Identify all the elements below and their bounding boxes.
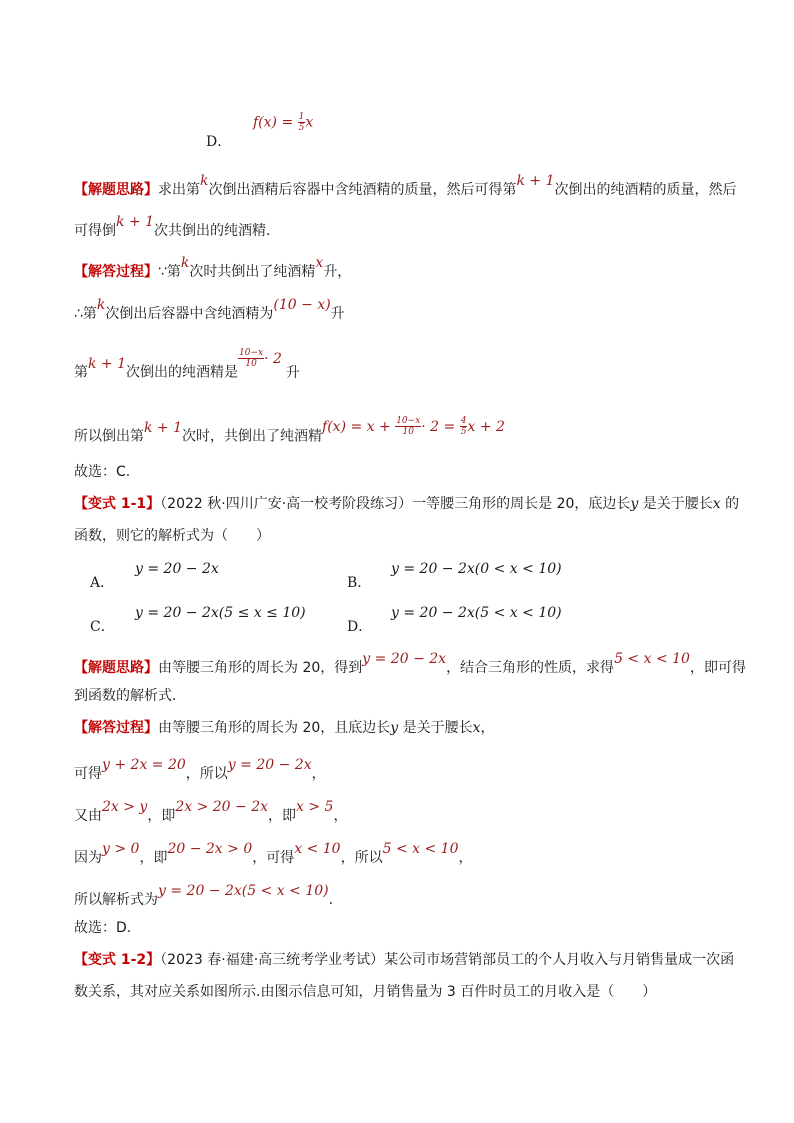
- solution2-thought-line1: [74, 651, 746, 678]
- math-k-plus-1: k + 1: [116, 214, 155, 230]
- option-formula: y = 20 − 2x(5 ≤ x ≤ 10): [135, 605, 306, 621]
- formula-part: · 2 =: [421, 418, 460, 435]
- text: ，: [458, 850, 473, 866]
- option-formula: y = 20 − 2x(0 < x < 10): [391, 561, 562, 577]
- frac-num: 1: [298, 112, 305, 122]
- text: ，即: [139, 850, 168, 866]
- math-expr: y = 20 − 2x(5 < x < 10): [158, 883, 329, 899]
- process-label: 【解答过程】: [74, 720, 158, 736]
- text: ，即可得: [689, 660, 746, 676]
- math-expr: 5 < x < 10: [382, 841, 459, 857]
- text: 是关于腰长: [398, 720, 473, 736]
- frac-num: 4: [460, 416, 467, 426]
- thought-label: 【解题思路】: [74, 660, 158, 676]
- variant2-question-line2: 数关系，其对应关系如图所示.由图示信息可知，月销售量为 3 百件时员工的月收入是（ ）: [74, 984, 657, 1000]
- text: （2022 秋·四川广安·高一校考阶段练习）一等腰三角形的周长是 20，底边长: [160, 496, 631, 512]
- solution1-process-line2: [74, 297, 345, 324]
- frac-den: 5: [460, 427, 467, 437]
- variant1-question-line2: 函数，则它的解析式为（ ）: [74, 528, 270, 544]
- text: 次倒出的纯酒精是: [126, 364, 239, 381]
- solution2-answer: 故选：D.: [74, 920, 132, 936]
- text: .: [328, 892, 334, 908]
- option-letter: D．: [347, 619, 373, 635]
- math-expr: 20 − 2x > 0: [167, 841, 253, 857]
- formula-part: f(x) =: [253, 114, 298, 131]
- solution1-process-line4: [74, 416, 505, 447]
- frac-den: 10: [245, 359, 257, 369]
- text: 第: [74, 364, 88, 381]
- text: 是关于腰长: [638, 496, 713, 512]
- text: ，: [480, 720, 495, 736]
- math-k-plus-1: k + 1: [88, 355, 127, 372]
- math-expr: y = 20 − 2x: [362, 651, 447, 667]
- math-y: y: [390, 720, 399, 736]
- math-times: · 2: [264, 350, 282, 367]
- math-expr: y = 20 − 2x: [227, 757, 312, 773]
- option-d-letter: D．: [206, 134, 232, 150]
- math-expr: x > 5: [296, 799, 334, 815]
- text: 由等腰三角形的周长为 20，得到: [158, 660, 363, 676]
- math-k: k: [200, 173, 209, 189]
- solution2-process-line3: [74, 799, 348, 826]
- text: ∵第: [158, 264, 181, 280]
- text: 的: [720, 496, 740, 512]
- variant1-question-line1: [74, 494, 739, 514]
- solution1-answer: 故选：C.: [74, 464, 131, 480]
- math-k: k: [180, 255, 190, 271]
- math-expr: y + 2x = 20: [102, 757, 186, 773]
- solution2-process-line5: [74, 883, 334, 910]
- option-formula: y = 20 − 2x: [135, 561, 219, 577]
- text: 求出第: [158, 182, 200, 198]
- text: 所以倒出第: [74, 428, 144, 445]
- option-formula: y = 20 − 2x(5 < x < 10): [391, 605, 562, 621]
- formula-part: x + 2: [467, 418, 505, 435]
- math-expr: 2x > 20 − 2x: [175, 799, 269, 815]
- math-step4: [322, 416, 505, 437]
- frac-den: 5: [298, 123, 305, 133]
- text: （2023 春·福建·高三统考学业考试）某公司市场营销部员工的个人月收入与月销售量成一次函: [160, 952, 735, 968]
- option-d-formula: [253, 112, 313, 133]
- process-label: 【解答过程】: [74, 264, 158, 280]
- frac-den: 10: [402, 427, 414, 437]
- solution1-process-line1: [74, 255, 352, 282]
- variant-label: 【变式 1-2】: [74, 952, 161, 968]
- text: 次时，共倒出了纯酒精: [182, 428, 323, 445]
- text: 次倒出后容器中含纯酒精为: [105, 306, 274, 322]
- text: ，即: [147, 808, 176, 824]
- frac-num: 10−x: [396, 416, 421, 426]
- solution1-thought-line2: [74, 214, 281, 241]
- text: ，所以: [185, 766, 228, 782]
- text: 可得: [74, 766, 102, 782]
- text: 又由: [74, 808, 102, 824]
- option-letter: B．: [347, 575, 372, 591]
- solution2-process-line2: [74, 757, 326, 784]
- math-expr: y > 0: [102, 841, 140, 857]
- math-x: x: [315, 255, 324, 271]
- math-x: x: [472, 720, 481, 736]
- option-letter: A．: [90, 575, 115, 591]
- text: ∴第: [74, 306, 97, 322]
- solution1-process-line3: [74, 348, 300, 383]
- math-expr: x < 10: [294, 841, 341, 857]
- math-expr: 2x > y: [102, 799, 148, 815]
- solution1-thought-line1: [74, 173, 737, 200]
- solution2-process-line1: [74, 718, 495, 738]
- math-k-plus-1: k + 1: [516, 173, 555, 189]
- math-range: 5 < x < 10: [614, 651, 690, 667]
- text: ，所以: [340, 850, 383, 866]
- text: 所以解析式为: [74, 892, 158, 908]
- text: ，结合三角形的性质，求得: [446, 660, 615, 676]
- variant-label: 【变式 1-1】: [74, 496, 161, 512]
- math-k: k: [96, 297, 106, 313]
- solution2-thought-line2: 到函数的解析式．: [74, 688, 186, 704]
- text: 次倒出的纯酒精的质量，然后: [554, 182, 737, 198]
- formula-part: f(x) = x +: [322, 418, 396, 435]
- variant2-question-line1: [74, 950, 734, 970]
- text: 次倒出酒精后容器中含纯酒精的质量，然后可得第: [208, 182, 517, 198]
- text: 次时共倒出了纯酒精: [189, 264, 316, 280]
- math-x: x: [712, 496, 721, 512]
- frac-num: 10−x: [239, 348, 264, 358]
- text: 因为: [74, 850, 102, 866]
- text: 升，: [323, 264, 352, 280]
- text: 次共倒出的纯酒精．: [154, 223, 281, 239]
- formula-part: x: [305, 114, 314, 131]
- text: ，: [333, 808, 348, 824]
- math-expr: (10 − x): [273, 297, 331, 313]
- text: ，可得: [252, 850, 295, 866]
- text: 由等腰三角形的周长为 20，且底边长: [158, 720, 391, 736]
- math-step3: [238, 348, 282, 369]
- option-letter: C．: [90, 619, 115, 635]
- text: ，: [311, 766, 326, 782]
- math-y: y: [630, 496, 639, 512]
- text: 升: [285, 364, 300, 381]
- solution2-process-line4: [74, 841, 473, 868]
- text: 可得倒: [74, 223, 116, 239]
- text: ，即: [268, 808, 297, 824]
- text: 升: [330, 306, 345, 322]
- math-k-plus-1: k + 1: [144, 419, 183, 436]
- thought-label: 【解题思路】: [74, 182, 158, 198]
